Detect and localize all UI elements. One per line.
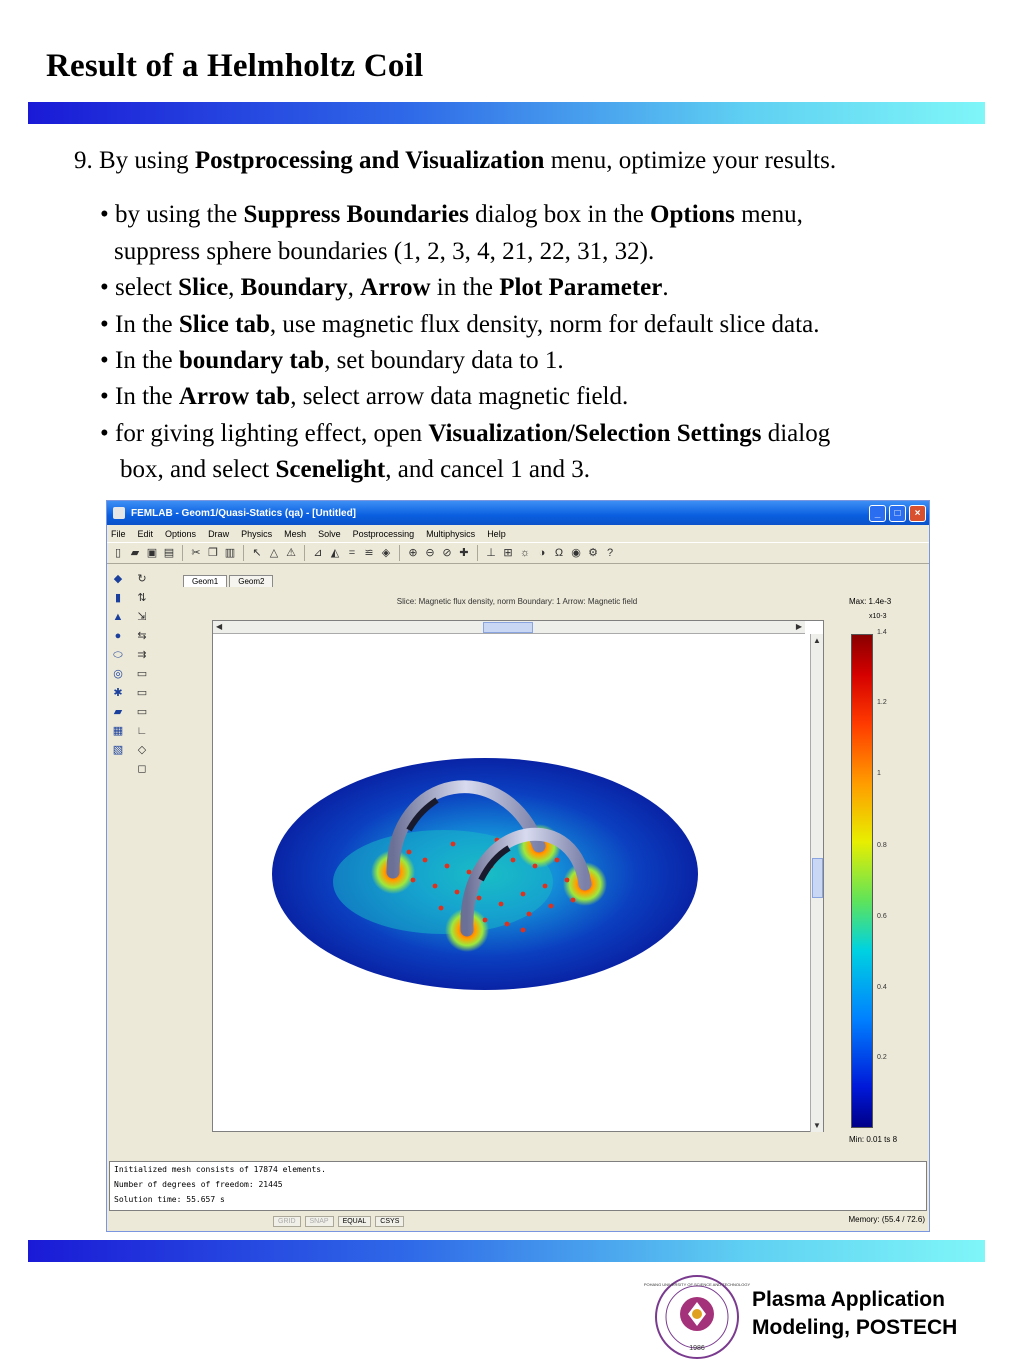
bullet-suppress-boundaries-cont: suppress sphere boundaries (1, 2, 3, 4, 21, 22, 31, 32). xyxy=(114,237,655,265)
maximize-icon[interactable]: □ xyxy=(889,505,906,522)
menu-options[interactable]: Options xyxy=(165,528,197,539)
femlab-window xyxy=(106,500,930,1232)
toolbar-separator xyxy=(243,545,244,561)
scroll-down-icon[interactable]: ▼ xyxy=(813,1121,821,1130)
bullet-arrow-tab xyxy=(74,379,1014,415)
close-icon[interactable]: × xyxy=(909,505,926,522)
zoom-extents-icon[interactable]: ✚ xyxy=(459,547,469,559)
b2-g: in the xyxy=(430,274,500,302)
b5-c: , select arrow data magnetic field. xyxy=(290,383,629,411)
settings-icon[interactable]: ⚙ xyxy=(588,547,598,559)
menu-draw[interactable]: Draw xyxy=(208,528,230,539)
view-yz-icon[interactable]: ▭ xyxy=(136,687,148,699)
zoom-out-icon[interactable]: ⊖ xyxy=(425,547,435,559)
menu-edit[interactable]: Edit xyxy=(137,528,154,539)
b6-b: Visualization/Selection Settings xyxy=(428,419,762,447)
b1-d: Options xyxy=(650,201,735,229)
memory-readout: Memory: (55.4 / 72.6) xyxy=(848,1215,925,1224)
colorbar-tick: 1.4 xyxy=(877,629,887,636)
colorbar xyxy=(851,634,873,1128)
toolbar-separator xyxy=(477,545,478,561)
block-icon[interactable]: ◆ xyxy=(113,573,123,585)
cylinder-icon[interactable]: ▮ xyxy=(114,592,122,604)
b6-cont-b: Scenelight xyxy=(275,456,386,484)
bullet-boundary-tab xyxy=(74,343,1014,379)
print-icon[interactable]: ▤ xyxy=(163,547,175,559)
menu-mesh[interactable]: Mesh xyxy=(284,528,307,539)
tab-geom1[interactable]: Geom1 xyxy=(183,575,227,587)
footer-line-1: Plasma Application xyxy=(752,1288,945,1311)
extrude-icon[interactable]: ▰ xyxy=(113,706,123,718)
bottom-gradient-bar xyxy=(28,1240,985,1262)
embed-icon[interactable]: ▧ xyxy=(112,744,124,756)
scale-icon[interactable]: ⇲ xyxy=(137,611,147,623)
mesh-icon[interactable]: ⊿ xyxy=(313,547,323,559)
scroll-up-icon[interactable]: ▲ xyxy=(813,636,821,645)
window-title: FEMLAB - Geom1/Quasi-Statics (qa) - [Untitled] xyxy=(131,507,357,519)
step-prefix: 9. By using xyxy=(74,147,195,174)
vertical-scroll-thumb[interactable] xyxy=(812,858,823,898)
b2-b: Slice xyxy=(178,274,229,302)
b6-cont-c: , and cancel 1 and 3. xyxy=(385,456,591,484)
solve-icon[interactable]: = xyxy=(348,547,356,559)
b4-a: • In the xyxy=(100,347,179,375)
scroll-right-icon[interactable]: ▶ xyxy=(795,622,802,631)
helmholtz-field-plot xyxy=(213,634,805,1131)
bullet-suppress-boundaries xyxy=(74,197,1014,233)
work-plane-icon[interactable]: ✱ xyxy=(113,687,123,699)
plot-caption: Slice: Magnetic flux density, norm Boundary: 1 Arrow: Magnetic field xyxy=(396,597,638,606)
log-line: Number of degrees of freedom: 21445 xyxy=(114,1180,283,1189)
minimize-icon[interactable]: _ xyxy=(869,505,886,522)
b4-c: , set boundary data to 1. xyxy=(324,347,564,375)
colorbar-tick: 1.2 xyxy=(877,699,887,706)
b2-d: Boundary xyxy=(240,274,348,302)
b5-a: • In the xyxy=(100,383,179,411)
light-icon[interactable]: ☼ xyxy=(519,547,531,559)
zoom-in-icon[interactable]: ⊕ xyxy=(408,547,418,559)
colorbar-tick: 1 xyxy=(877,770,881,777)
draw-mode-icon[interactable]: △ xyxy=(269,547,279,559)
horizontal-scrollbar[interactable] xyxy=(213,621,805,634)
open-file-icon[interactable]: ▰ xyxy=(130,547,140,559)
geometry-tabs xyxy=(183,575,273,587)
cone-icon[interactable]: ▲ xyxy=(112,611,124,623)
colorbar-tick: 0.2 xyxy=(877,1054,887,1061)
paste-icon[interactable]: ▥ xyxy=(224,547,236,559)
axis-icon[interactable]: ⊥ xyxy=(486,547,496,559)
sphere-icon[interactable]: ● xyxy=(114,630,122,642)
array-icon[interactable]: ⇉ xyxy=(137,649,147,661)
footer-org xyxy=(752,1286,957,1342)
b5-b: Arrow tab xyxy=(178,383,291,411)
view-xy-icon[interactable]: ▭ xyxy=(136,668,148,680)
ellipsoid-icon[interactable]: ⬭ xyxy=(113,649,123,661)
colorbar-min-label: Min: 0.01 ts 8 xyxy=(849,1135,898,1144)
menu-physics[interactable]: Physics xyxy=(241,528,273,539)
bullet-lighting xyxy=(74,416,1014,452)
b2-f: Arrow xyxy=(360,274,431,302)
new-file-icon[interactable]: ▯ xyxy=(114,547,122,559)
message-log[interactable] xyxy=(109,1161,927,1211)
menu-bar xyxy=(107,525,929,542)
plot-canvas[interactable] xyxy=(212,620,824,1132)
default-view-icon[interactable]: ◻ xyxy=(137,763,147,775)
status-snap[interactable]: SNAP xyxy=(305,1216,334,1227)
postech-seal-logo xyxy=(643,1274,751,1360)
b1-e: menu, xyxy=(734,201,803,229)
toolbar-separator xyxy=(304,545,305,561)
copy-icon[interactable]: ❐ xyxy=(208,547,218,559)
view-toolbar xyxy=(134,571,154,780)
menu-file[interactable]: File xyxy=(111,528,126,539)
horizontal-scroll-thumb[interactable] xyxy=(483,622,533,633)
status-grid[interactable]: GRID xyxy=(273,1216,301,1227)
b4-b: boundary tab xyxy=(178,347,325,375)
revolve-icon[interactable]: ▦ xyxy=(112,725,124,737)
b2-c: , xyxy=(228,274,241,302)
instructions xyxy=(74,143,1014,489)
menu-postprocessing[interactable]: Postprocessing xyxy=(352,528,415,539)
step-menu-name: Postprocessing and Visualization xyxy=(194,147,545,174)
top-gradient-bar xyxy=(28,102,985,124)
main-toolbar xyxy=(107,542,929,564)
bullet-lighting-cont xyxy=(74,452,1014,488)
b2-e: , xyxy=(347,274,361,302)
torus-icon[interactable]: ◎ xyxy=(113,668,123,680)
b2-a: • select xyxy=(100,274,179,302)
view-zx-icon[interactable]: ▭ xyxy=(136,706,148,718)
grid-icon[interactable]: ⊞ xyxy=(503,547,513,559)
mirror-icon[interactable]: ⇆ xyxy=(137,630,147,642)
app-icon xyxy=(113,507,125,519)
help-icon[interactable]: ? xyxy=(606,547,614,559)
log-line: Initialized mesh consists of 17874 elements. xyxy=(114,1165,326,1174)
status-equal[interactable]: EQUAL xyxy=(338,1216,372,1227)
bullet-slice-tab xyxy=(74,307,1014,343)
plot-icon[interactable]: ◈ xyxy=(381,547,391,559)
log-line: Solution time: 55.657 s xyxy=(114,1195,225,1204)
b6-a: • for giving lighting effect, open xyxy=(100,419,429,447)
colorbar-tick: 0.6 xyxy=(877,913,887,920)
step-9 xyxy=(74,143,1014,179)
draw-toolbar xyxy=(110,571,128,761)
status-csys[interactable]: CSYS xyxy=(375,1216,404,1227)
b2-h: Plot Parameter xyxy=(499,274,663,302)
menu-help[interactable]: Help xyxy=(487,528,506,539)
slide-title: Result of a Helmholtz Coil xyxy=(46,48,424,84)
step-suffix: menu, optimize your results. xyxy=(544,147,837,174)
b6-cont-a: box, and select xyxy=(120,456,276,484)
transparency-icon[interactable]: ◑ xyxy=(538,547,546,559)
b6-c: dialog xyxy=(761,419,831,447)
toolbar-separator xyxy=(399,545,400,561)
refine-mesh-icon[interactable]: ◭ xyxy=(330,547,340,559)
omega-icon[interactable]: Ω xyxy=(554,547,564,559)
colorbar-tick: 0.4 xyxy=(877,984,887,991)
b3-a: • In the xyxy=(100,310,179,338)
zoom-window-icon[interactable]: ⊘ xyxy=(442,547,452,559)
cut-icon[interactable]: ✂ xyxy=(191,547,201,559)
select-pointer-icon[interactable]: ↖ xyxy=(252,547,262,559)
colorbar-unit-label: x10-3 xyxy=(869,613,887,620)
status-bar xyxy=(107,1212,929,1231)
rotate-icon[interactable]: ↻ xyxy=(137,573,147,585)
scroll-left-icon[interactable]: ◀ xyxy=(216,622,223,631)
colorbar-max-label: Max: 1.4e-3 xyxy=(849,597,892,606)
toolbar-separator xyxy=(182,545,183,561)
boundary-mode-icon[interactable]: ⚠ xyxy=(286,547,296,559)
tab-geom2[interactable]: Geom2 xyxy=(229,575,273,587)
iso-view-icon[interactable]: ◇ xyxy=(137,744,147,756)
b1-b: Suppress Boundaries xyxy=(243,201,469,229)
bullet-select-plot xyxy=(74,270,1014,306)
seal-text: POHANG UNIVERSITY OF SCIENCE AND TECHNOLOGY xyxy=(643,1282,751,1287)
menu-solve[interactable]: Solve xyxy=(318,528,341,539)
colorbar-tick: 0.8 xyxy=(877,842,887,849)
menu-multiphysics[interactable]: Multiphysics xyxy=(426,528,476,539)
b3-c: , use magnetic flux density, norm for default slice data. xyxy=(269,310,820,338)
vertical-scrollbar[interactable] xyxy=(810,634,823,1132)
move-icon[interactable]: ⇅ xyxy=(137,592,147,604)
b1-c: dialog box in the xyxy=(468,201,651,229)
seal-year: 1986 xyxy=(689,1345,705,1352)
b3-b: Slice tab xyxy=(178,310,270,338)
restart-icon[interactable]: ≌ xyxy=(364,547,374,559)
b1-a: • by using the xyxy=(100,201,244,229)
window-titlebar xyxy=(107,501,929,525)
axis-view-icon[interactable]: ∟ xyxy=(136,725,148,737)
camera-icon[interactable]: ◉ xyxy=(571,547,581,559)
save-icon[interactable]: ▣ xyxy=(146,547,158,559)
b2-i: . xyxy=(662,274,669,302)
footer-line-2: Modeling, POSTECH xyxy=(752,1316,958,1339)
